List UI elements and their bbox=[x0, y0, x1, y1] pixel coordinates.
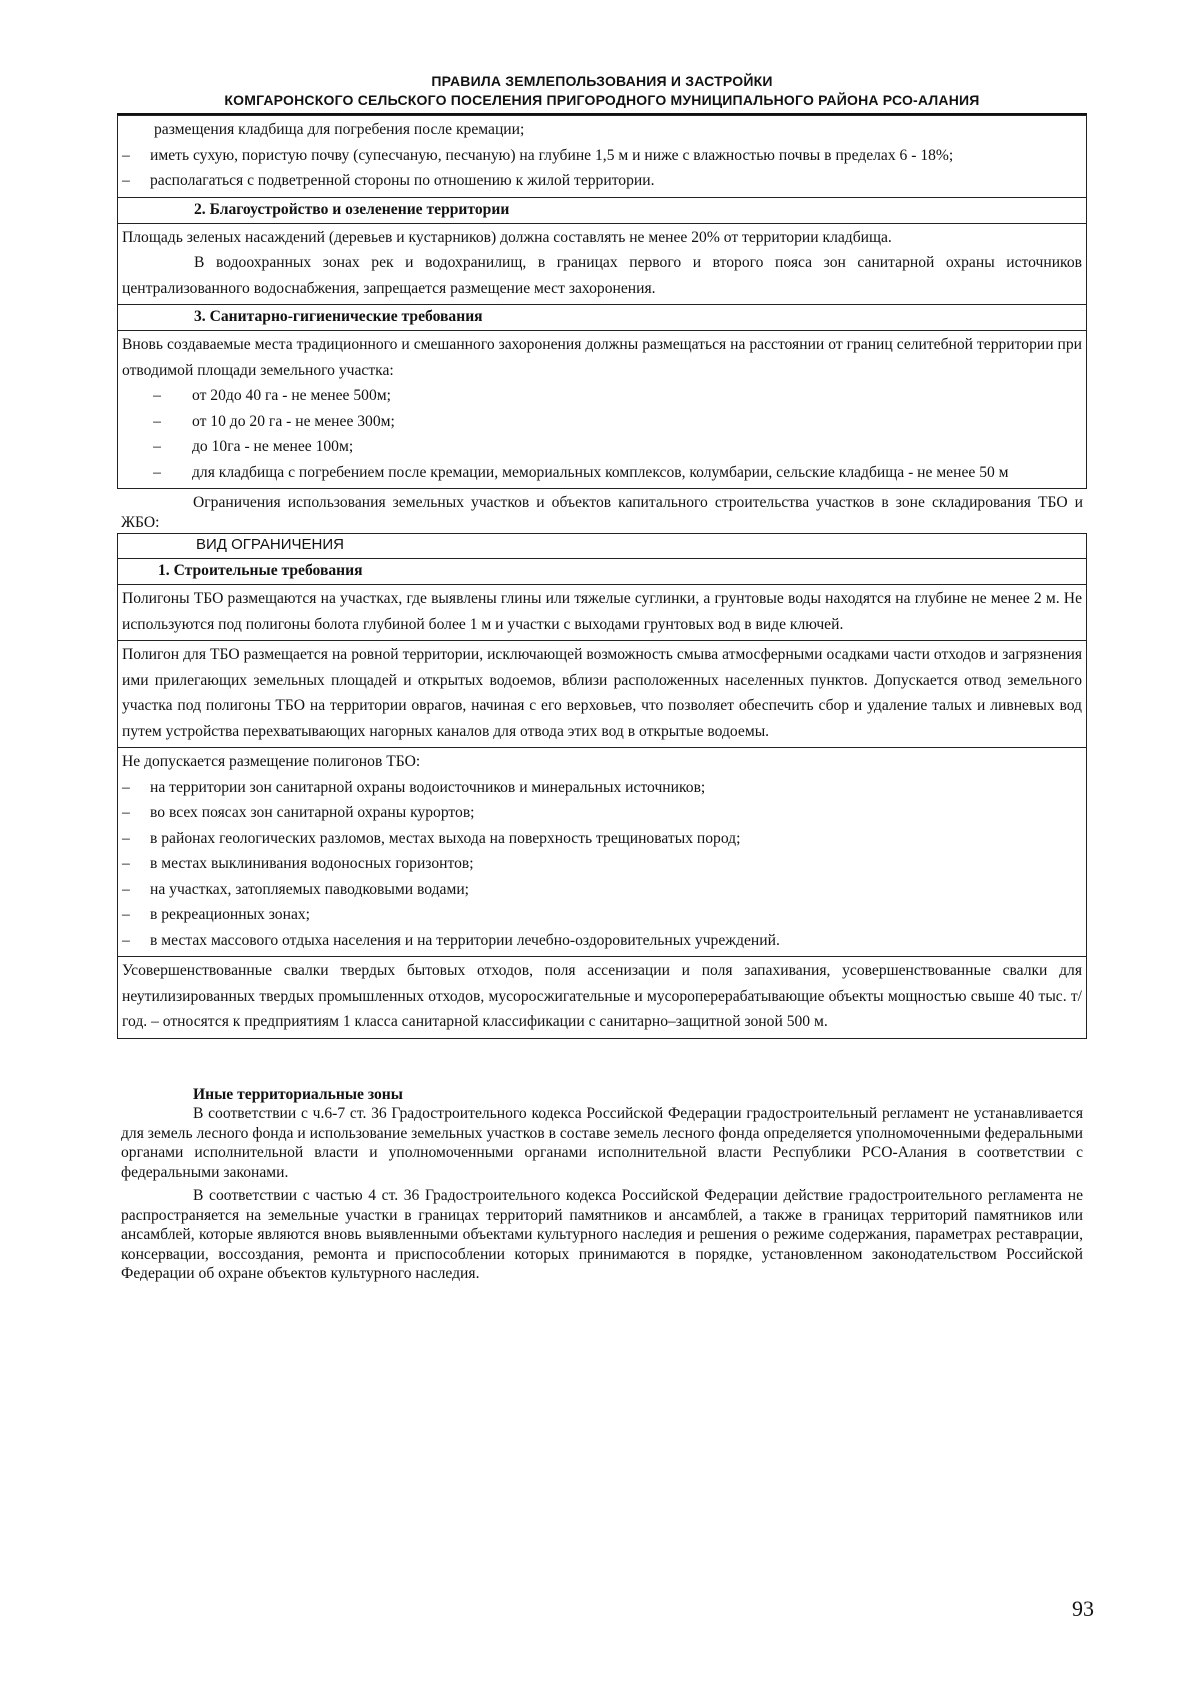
list-item: – от 20до 40 га - не менее 500м; bbox=[153, 387, 391, 404]
table-row bbox=[118, 957, 1087, 1039]
paragraph: Площадь зеленых насаждений (деревьев и кустарников) должна составлять не менее 20% от территории кладбища. bbox=[122, 228, 892, 246]
table-row bbox=[118, 116, 1087, 198]
list-item: – до 10га - не менее 100м; bbox=[153, 438, 354, 455]
table-row bbox=[118, 305, 1087, 331]
list-item: – иметь сухую, пористую почву (супесчаную, песчаную) на глубине 1,5 м и ниже с влажностью почвы в пределах 6 - 18%; bbox=[122, 146, 954, 164]
paragraph: В соответствии с частью 4 ст. 36 Градостроительного кодекса Российской Федерации действие градостроительного регламента не распространяется на земельные участки в границах территорий памятников и ансамблей, а также в границах территорий памятников или ансамблей, которые являются вновь выявленными объектами культурного наследия и решения о режиме содержания, параметрах реставрации, консервации, воссоздания, ремонта и приспособлении которых принимаются в порядке, установленном законодательством Российской Федерации об охране объектов культурного наследия. bbox=[121, 1187, 1083, 1282]
page-number: 93 bbox=[1072, 1596, 1094, 1621]
table-row bbox=[118, 559, 1087, 585]
list-item: – для кладбища с погребением после кремации, мемориальных комплексов, колумбарии, сельские кладбища - не менее 50 м bbox=[153, 463, 1009, 481]
list-item: – в местах выклинивания водоносных горизонтов; bbox=[122, 855, 474, 872]
list-item: – на участках, затопляемых паводковыми водами; bbox=[122, 880, 470, 898]
section-title: Иные территориальные зоны bbox=[193, 1085, 403, 1103]
list-item: – располагаться с подветренной стороны по отношению к жилой территории. bbox=[122, 172, 655, 189]
section-heading: 3. Санитарно-гигиенические требования bbox=[118, 305, 1087, 331]
table-row bbox=[118, 748, 1087, 957]
running-header bbox=[117, 72, 1087, 110]
paragraph: В соответствии с ч.6-7 ст. 36 Градостроительного кодекса Российской Федерации градостроительный регламент не устанавливается для земель лесного фонда и использование земельных участков в составе земель лесного фонда определяется уполномоченными федеральными органами исполнительной власти и уполномоченными органами исполнительной власти Республики РСО-Алания в соответствии с федеральными законами. bbox=[121, 1105, 1083, 1181]
landfill-restrictions-table bbox=[117, 533, 1087, 1039]
continued-line: размещения кладбища для погребения после кремации; bbox=[154, 121, 525, 138]
document-page bbox=[117, 72, 1087, 1284]
list-item: – на территории зон санитарной охраны водоисточников и минеральных источников; bbox=[122, 778, 706, 796]
table-row bbox=[118, 641, 1087, 748]
paragraph: Вновь создаваемые места традиционного и смешанного захоронения должны размещаться на расстоянии от границ селитебной территории при отводимой площади земельного участка: bbox=[122, 336, 1082, 379]
table-row bbox=[118, 197, 1087, 223]
paragraph: Не допускается размещение полигонов ТБО: bbox=[122, 753, 421, 770]
section-heading: 2. Благоустройство и озеленение территории bbox=[118, 197, 1087, 223]
section-heading: 1. Строительные требования bbox=[118, 559, 1087, 585]
header-line-2: КОМГАРОНСКОГО СЕЛЬСКОГО ПОСЕЛЕНИЯ ПРИГОРОДНОГО МУНИЦИПАЛЬНОГО РАЙОНА РСО-АЛАНИЯ bbox=[224, 92, 980, 108]
list-item: – в рекреационных зонах; bbox=[122, 906, 310, 923]
header-line-1: ПРАВИЛА ЗЕМЛЕПОЛЬЗОВАНИЯ И ЗАСТРОЙКИ bbox=[431, 73, 773, 89]
table-row bbox=[118, 585, 1087, 641]
cemetery-requirements-table bbox=[117, 115, 1087, 489]
list-item: – в местах массового отдыха населения и на территории лечебно-оздоровительных учреждений. bbox=[122, 931, 780, 949]
other-zones-section bbox=[117, 1085, 1087, 1284]
list-item: – во всех поясах зон санитарной охраны курортов; bbox=[122, 804, 475, 821]
table-caption: ВИД ОГРАНИЧЕНИЯ bbox=[118, 534, 1087, 559]
table-cell: Усовершенствованные свалки твердых бытовых отходов, поля ассенизации и поля запахивания, усовершенствованные свалки для неутилизированных твердых промышленных отходов, мусоросжигательные и мусороперерабатывающие объекты мощностью свыше 40 тыс. т/год. – относятся к предприятиям 1 класса санитарной классификации с санитарно–защитной зоной 500 м. bbox=[118, 957, 1087, 1039]
list-item: – в районах геологических разломов, местах выхода на поверхность трещиноватых пород; bbox=[122, 829, 741, 847]
table-row bbox=[118, 534, 1087, 559]
paragraph: В водоохранных зонах рек и водохранилищ, в границах первого и второго пояса зон санитарной охраны источников централизованного водоснабжения, запрещается размещение мест захоронения. bbox=[122, 254, 1082, 297]
table-row bbox=[118, 223, 1087, 305]
table-cell: Полигоны ТБО размещаются на участках, где выявлены глины или тяжелые суглинки, а грунтовые воды находятся на глубине не менее 2 м. Не используются под полигоны болота глубиной более 1 м и участки с выходами грунтовых вод в виде ключей. bbox=[118, 585, 1087, 641]
table-row bbox=[118, 331, 1087, 489]
list-item: – от 10 до 20 га - не менее 300м; bbox=[153, 412, 395, 430]
table-cell: Полигон для ТБО размещается на ровной территории, исключающей возможность смыва атмосферными осадками части отходов и загрязнения ими прилегающих земельных площадей и открытых водоемов, вблизи расположенных населенных пунктов. Допускается отвод земельного участка под полигоны ТБО на территории оврагов, начиная с его верховьев, что позволяет обеспечить сбор и удаление талых и ливневых вод путем устройства перехватывающих нагорных каналов для отвода этих вод в открытые водоемы. bbox=[118, 641, 1087, 748]
intro-paragraph: Ограничения использования земельных участков и объектов капитального строительства участков в зоне складирования ТБО и ЖБО: bbox=[121, 494, 1083, 531]
